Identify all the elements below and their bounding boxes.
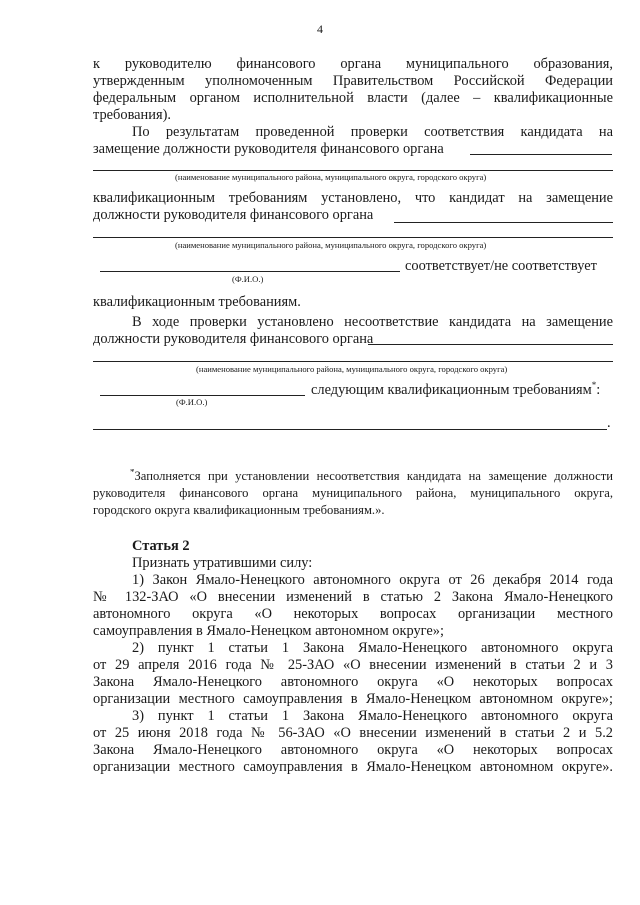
caption-fio: (Ф.И.О.) — [232, 274, 264, 284]
page-number: 4 — [317, 22, 323, 36]
caption-municipality: (наименование муниципального района, муниципального округа, городского округа) — [175, 172, 487, 182]
footnote-line: *Заполняется при установлении несоответствия кандидата на замещение должности — [130, 469, 613, 483]
paragraph-line: квалификационным требованиям установлено, что кандидат на замещение — [93, 190, 613, 206]
footnote-marker: * — [591, 380, 597, 391]
article-title: Статья 2 — [132, 538, 190, 554]
item-line: 1) Закон Ямало-Ненецкого автономного округа от 26 декабря 2014 года — [132, 572, 613, 588]
paragraph-line: должности руководителя финансового органа — [93, 207, 374, 223]
item-line: № 132-ЗАО «О внесении изменений в статью 2 Закона Ямало-Ненецкого — [93, 589, 613, 605]
paragraph-line: квалификационным требованиям. — [93, 294, 301, 310]
complies-text: соответствует/не соответствует — [405, 258, 597, 274]
blank-line — [93, 361, 613, 362]
blank-line — [93, 170, 613, 171]
blank-line — [394, 222, 613, 223]
blank-line — [470, 154, 612, 155]
item-line: 2) пункт 1 статьи 1 Закона Ямало-Ненецкого автономного округа — [132, 640, 613, 656]
footnote-line: городского округа квалификационным требованиям.». — [93, 503, 385, 517]
paragraph-line: утвержденным уполномоченным Правительством Российской Федерации — [93, 73, 613, 89]
article-intro: Признать утратившими силу: — [132, 555, 313, 571]
paragraph-line: требования). — [93, 107, 171, 123]
paragraph-line: федеральным органом исполнительной власти (далее – квалификационные — [93, 90, 613, 106]
blank-line — [100, 395, 305, 396]
item-line: Закона Ямало-Ненецкого автономного округа «О некоторых вопросах — [93, 742, 613, 758]
item-line: организации местного самоуправления в Ямало-Ненецком автономном округе». — [93, 759, 613, 775]
paragraph-line: замещение должности руководителя финансового органа — [93, 141, 444, 157]
item-line: Закона Ямало-Ненецкого автономного округа «О некоторых вопросах — [93, 674, 613, 690]
blank-line — [368, 344, 613, 345]
blank-line — [100, 271, 400, 272]
item-line: от 29 апреля 2016 года № 25-ЗАО «О внесении изменений в статьи 2 и 3 — [93, 657, 613, 673]
caption-fio: (Ф.И.О.) — [176, 397, 208, 407]
blank-line — [93, 429, 607, 430]
caption-municipality: (наименование муниципального района, муниципального округа, городского округа) — [175, 240, 487, 250]
caption-municipality: (наименование муниципального района, муниципального округа, городского округа) — [196, 364, 508, 374]
item-line: 3) пункт 1 статьи 1 Закона Ямало-Ненецкого автономного округа — [132, 708, 613, 724]
item-line: самоуправления в Ямало-Ненецком автономном округе»; — [93, 623, 444, 639]
item-line: автономного округа «О некоторых вопросах организации местного — [93, 606, 613, 622]
footnote-line: руководителя финансового органа муниципального района, муниципального округа, — [93, 486, 613, 500]
paragraph-line: По результатам проведенной проверки соответствия кандидата на — [132, 124, 613, 140]
paragraph-line: должности руководителя финансового органа — [93, 331, 374, 347]
item-line: от 25 июня 2018 года № 56-ЗАО «О внесении изменений в статьи 2 и 5.2 — [93, 725, 613, 741]
paragraph-line: к руководителю финансового органа муниципального образования, — [93, 56, 613, 72]
following-text: следующим квалификационным требованиям*: — [311, 380, 601, 398]
blank-line — [93, 237, 613, 238]
period: . — [607, 415, 611, 431]
paragraph-line: В ходе проверки установлено несоответствие кандидата на замещение — [132, 314, 613, 330]
item-line: организации местного самоуправления в Ямало-Ненецком автономном округе»; — [93, 691, 613, 707]
